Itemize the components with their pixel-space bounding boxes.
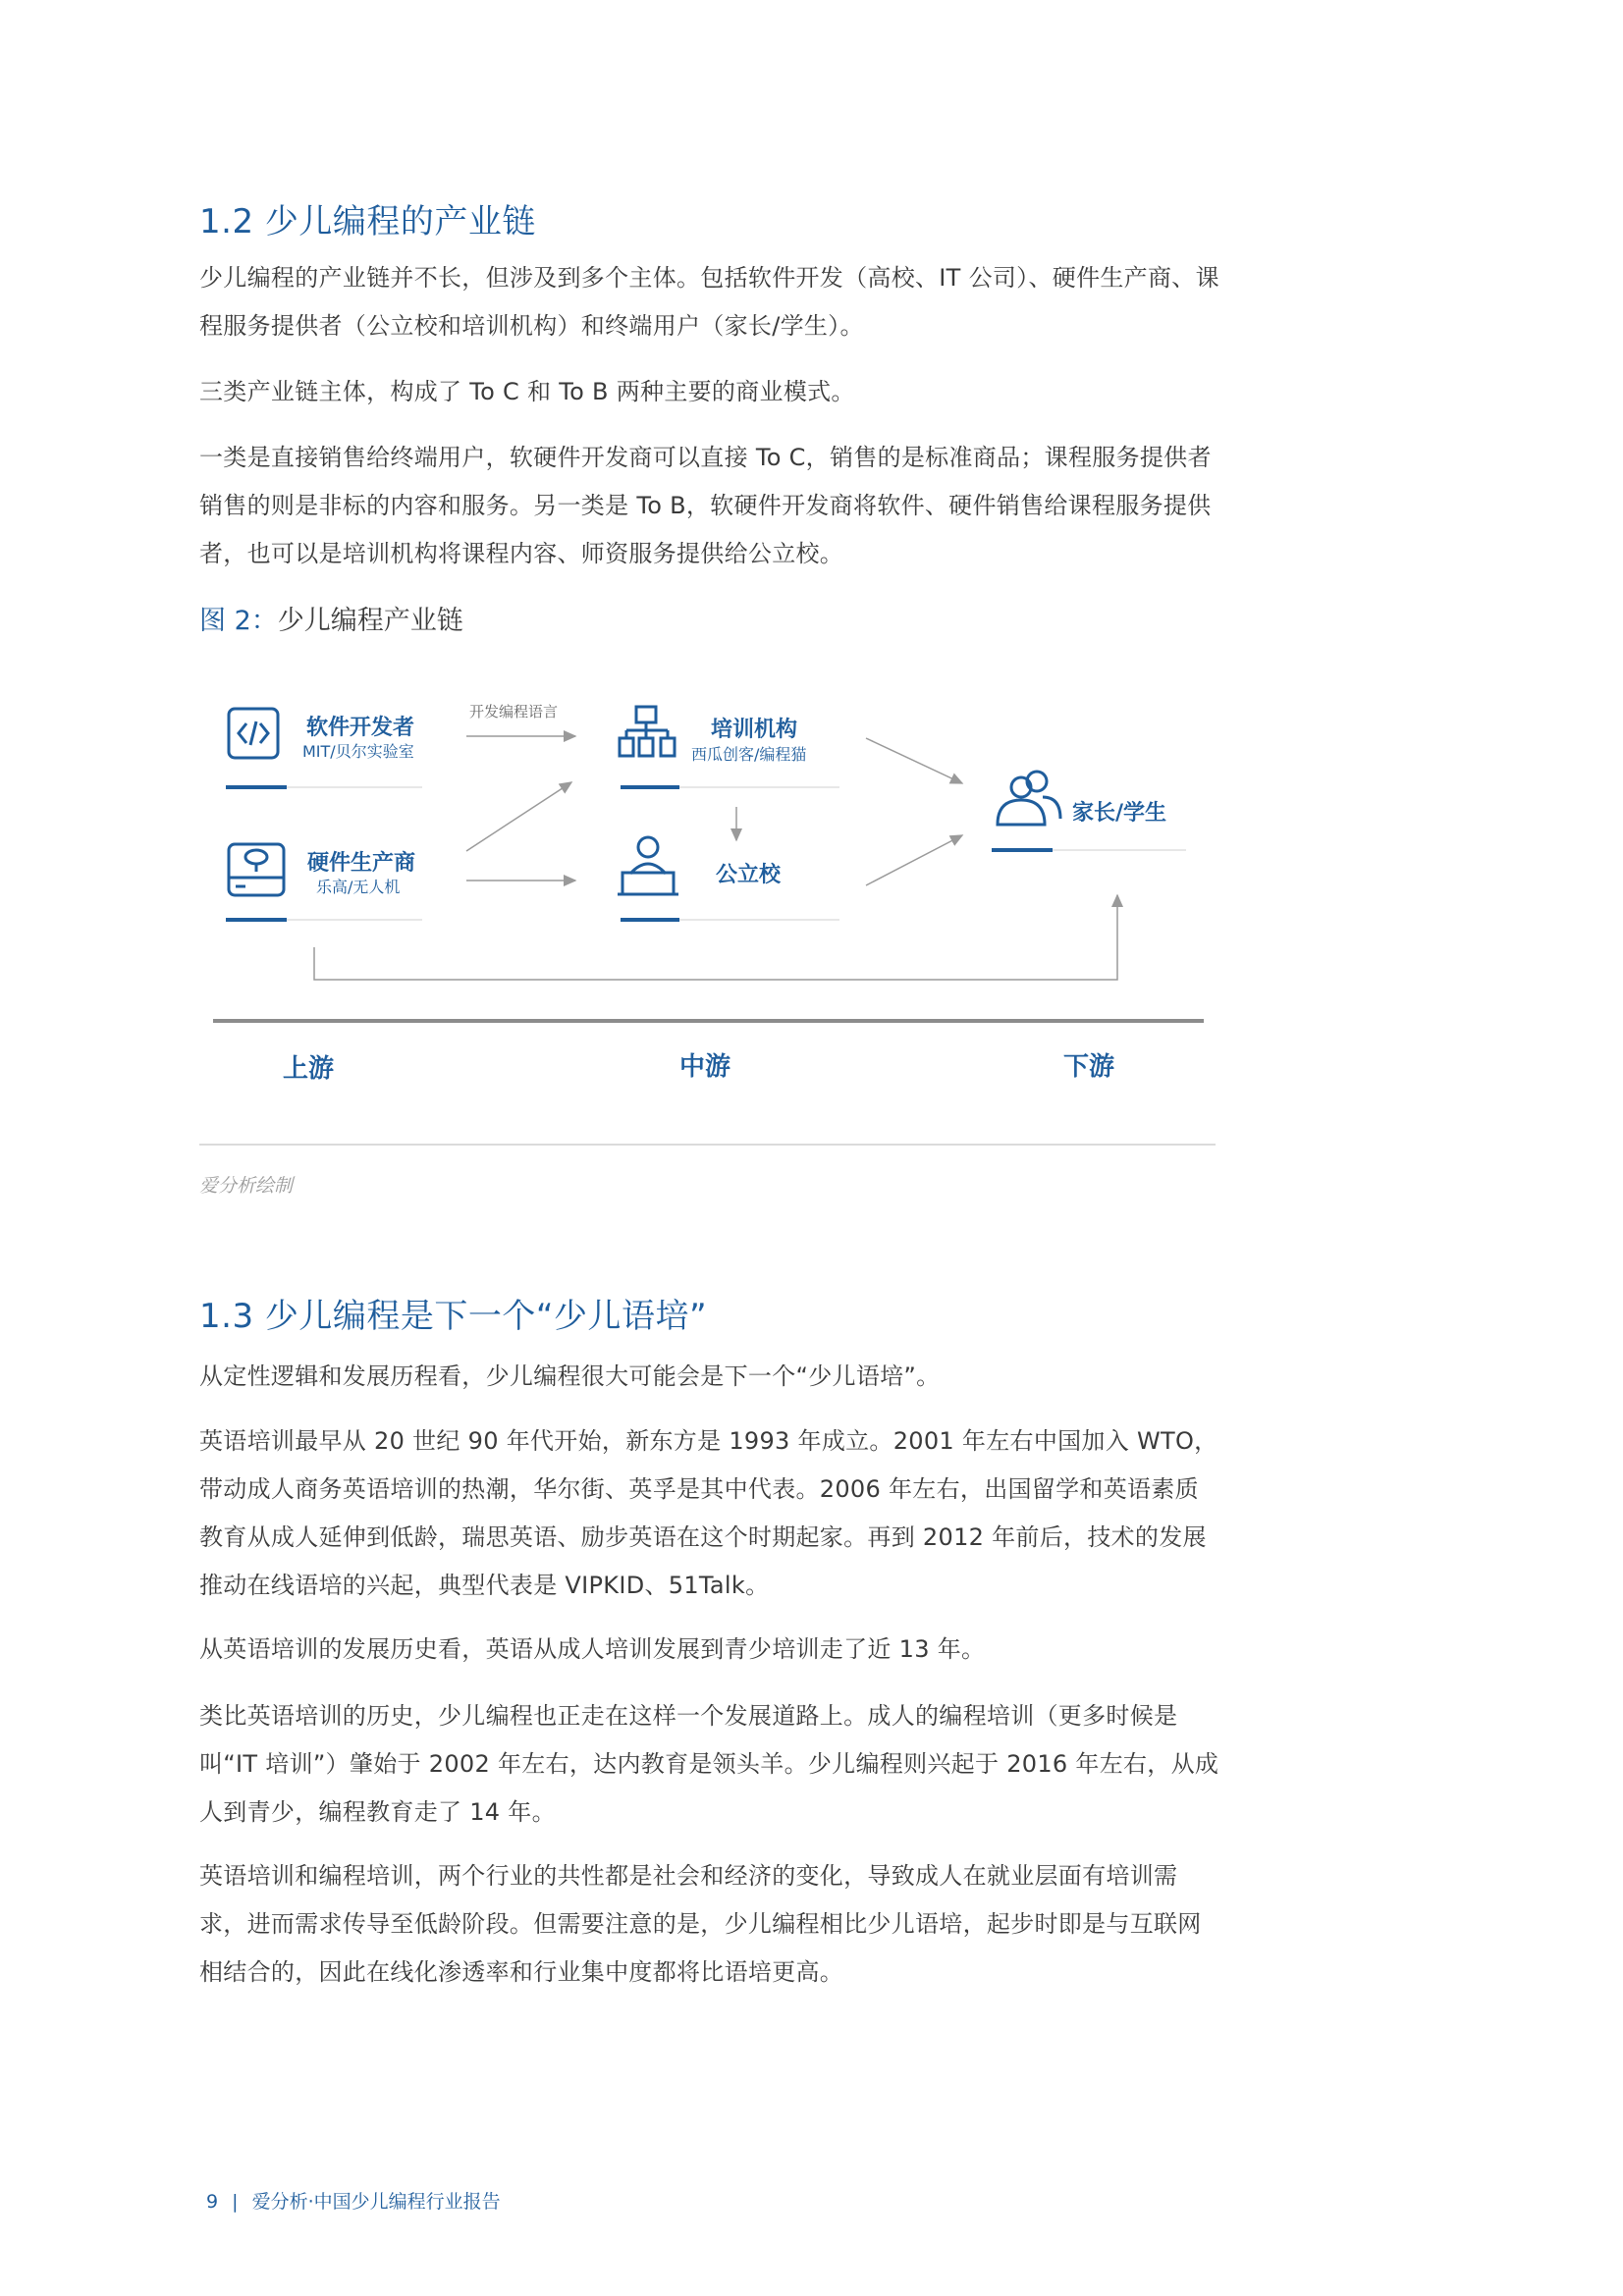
figure-source: 爱分析绘制 [199, 1175, 294, 1197]
node-title-school: 公立校 [716, 863, 782, 887]
paragraph: 一类是直接销售给终端用户，软硬件开发商可以直接 To C，销售的是标准商品；课程服务提供者销售的则是非标的内容和服务。另一类是 To B，软硬件开发商将软件、硬件销售给课程服务提供者，也可以是培训机构将课程内容、师资服务提供给公立校。 [199, 444, 1212, 567]
edge-label: 开发编程语言 [469, 703, 559, 721]
people-icon [998, 772, 1060, 825]
paragraph: 英语培训最早从 20 世纪 90 年代开始，新东方是 1993 年成立。2001 年左右中国加入 WTO，带动成人商务英语培训的热潮，华尔街、英孚是其中代表。2006 年左右，出国留学和英语素质教育从成人延伸到低龄，瑞思英语、励步英语在这个时期起家。再到 2012 年前后，技术的发展推动在线语培的兴起，典型代表是 VIPKID、51Talk。 [199, 1427, 1218, 1599]
node-title-software: 软件开发者 [306, 716, 415, 740]
stage-label-upstream: 上游 [283, 1054, 335, 1084]
node-sub-software: MIT/贝尔实验室 [302, 742, 414, 761]
paragraph: 从英语培训的发展历史看，英语从成人培训发展到青少培训走了近 13 年。 [199, 1635, 986, 1663]
node-sub-training: 西瓜创客/编程猫 [691, 745, 807, 764]
figure-label: 图 2： [199, 606, 278, 636]
paragraph: 少儿编程的产业链并不长，但涉及到多个主体。包括软件开发（高校、IT 公司）、硬件生产商、课程服务提供者（公立校和培训机构）和终端用户（家长/学生）。 [199, 264, 1219, 340]
paragraph: 三类产业链主体，构成了 To C 和 To B 两种主要的商业模式。 [199, 378, 855, 405]
stage-label-downstream: 下游 [1063, 1052, 1115, 1082]
teacher-icon [618, 837, 678, 894]
node-title-training: 培训机构 [711, 718, 798, 742]
hardware-device-icon [229, 844, 284, 895]
code-icon [229, 709, 278, 758]
arrow-training-to-users [866, 738, 962, 783]
node-sub-hardware: 乐高/无人机 [316, 878, 401, 896]
arrow-upstream-to-users [314, 895, 1117, 980]
figure-title: 少儿编程产业链 [277, 606, 463, 636]
org-chart-icon [620, 707, 675, 756]
page-number: 9 [206, 2191, 219, 2213]
page-footer [206, 2187, 509, 2214]
stage-label-midstream: 中游 [679, 1052, 731, 1082]
paragraph: 英语培训和编程培训，两个行业的共性都是社会和经济的变化，导致成人在就业层面有培训需求，进而需求传导至低龄阶段。但需要注意的是，少儿编程相比少儿语培，起步时即是与互联网相结合的，因此在线化渗透率和行业集中度都将比语培更高。 [199, 1862, 1202, 1986]
footer-separator: | [232, 2191, 239, 2213]
paragraph: 从定性逻辑和发展历程看，少儿编程很大可能会是下一个“少儿语培”。 [199, 1362, 941, 1390]
node-title-users: 家长/学生 [1072, 801, 1167, 826]
node-title-hardware: 硬件生产商 [307, 851, 416, 876]
arrow-school-to-users [866, 835, 962, 885]
arrow-hardware-to-training [466, 782, 571, 851]
section-heading-1-3: 1.3 少儿编程是下一个“少儿语培” [199, 1297, 708, 1336]
section-heading-1-2: 1.2 少儿编程的产业链 [199, 202, 536, 241]
footer-report-title: 爱分析·中国少儿编程行业报告 [251, 2191, 501, 2213]
paragraph: 类比英语培训的历史，少儿编程也正走在这样一个发展道路上。成人的编程培训（更多时候是叫“IT 培训”）肇始于 2002 年左右，达内教育是领头羊。少儿编程则兴起于 2016 年左右，从成人到青少，编程教育走了 14 年。 [199, 1702, 1219, 1826]
